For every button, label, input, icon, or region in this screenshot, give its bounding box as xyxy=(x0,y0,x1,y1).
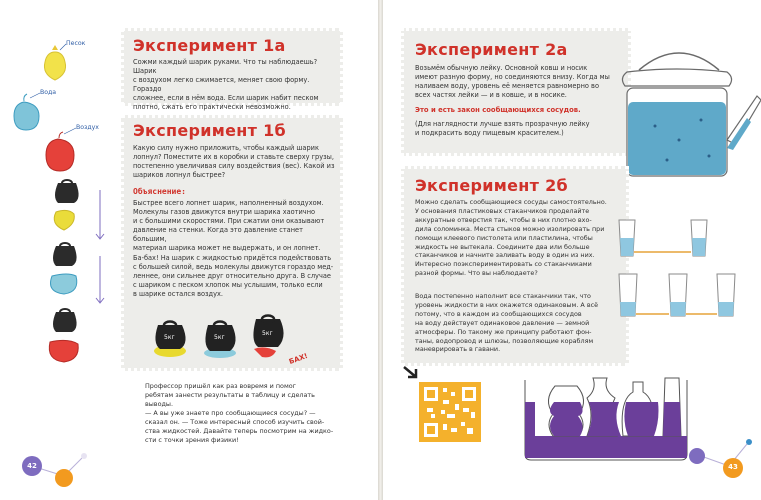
air-balloon-icon xyxy=(46,132,74,171)
sand-label: Песок xyxy=(66,40,86,47)
text-line: с большей силой, ведь молекулы движутся гораздо мед- xyxy=(133,262,334,271)
text-line: и с большими скоростями. При сжатии они оказывают xyxy=(133,217,325,226)
text-line: и подкрасить воду пищевым красителем.) xyxy=(415,129,564,138)
experiment-2a-title: Эксперимент 2а xyxy=(415,40,568,59)
text-line: У основания пластиковых стаканчиков проделайте xyxy=(415,206,590,215)
text-line: атмосферы. По такому же принципу работают фон- xyxy=(415,327,592,336)
text-line: Профессор пришёл как раз вовремя и помог xyxy=(145,382,297,390)
text-line: стаканчиков и начните заливать воду в один из них. xyxy=(415,251,595,260)
water-balloon-icon xyxy=(14,94,39,130)
experiment-1a-title: Эксперимент 1а xyxy=(133,36,286,55)
text-line: выводы. xyxy=(145,400,173,408)
weight-on-water-balloon-icon xyxy=(51,243,77,294)
text-line: имеют разную форму, но соединяются внизу. Когда мы xyxy=(415,73,610,82)
text-line: Можно сделать сообщающиеся сосуды самостоятельно. xyxy=(415,198,607,206)
text-line: с шариком с песком хлопок мы услышим, только если xyxy=(133,280,323,289)
story-text xyxy=(145,382,365,445)
text-line: Быстрее всего лопнет шарик, наполненный воздухом. xyxy=(133,199,324,207)
text-line: шариков лопнул быстрее? xyxy=(133,171,226,180)
weights-illustration xyxy=(148,305,323,370)
experiment-2a-note xyxy=(415,120,625,138)
text-line: наливаем воду, уровень её меняется равномерно во xyxy=(415,82,599,91)
text-line: уровень жидкости в них окажется одинаковым. А всё xyxy=(415,300,599,309)
cups-row-2 xyxy=(619,274,735,316)
water-label: Вода xyxy=(40,89,57,96)
text-line: ства жидкостей. Давайте теперь посмотрим на жидко- xyxy=(145,427,334,435)
vessels-illustration xyxy=(515,372,695,464)
weight-on-sand-balloon-icon xyxy=(54,180,78,230)
text-line: сти с точки зрения физики! xyxy=(145,436,239,444)
air-label: Воздух xyxy=(76,124,99,131)
weight-label: 5кг xyxy=(164,334,175,341)
text-line: (Для наглядности лучше взять прозрачную лейку xyxy=(415,120,590,128)
bang-text: БАХ! xyxy=(287,351,309,367)
text-line: Ба-бах! На шарик с жидкостью придётся подействовать xyxy=(133,253,332,262)
weight-on-air-balloon-icon xyxy=(49,309,78,362)
text-line: Молекулы газов движутся внутри шарика хаотично xyxy=(133,208,316,217)
page-number-right: 43 xyxy=(728,463,738,471)
text-line: в шарике остался воздух. xyxy=(133,289,223,298)
experiment-1b-title: Эксперимент 1б xyxy=(133,121,286,140)
experiment-1b-body xyxy=(133,199,338,299)
watering-can-illustration xyxy=(615,30,761,180)
text-line: жидкость не вытекала. Соедините два или больше xyxy=(415,242,590,251)
text-line: ребятам занести результаты в таблицу и сделать xyxy=(145,391,315,399)
text-line: с воздухом легко сжимается, меняет свою форму. Гораздо xyxy=(133,76,310,94)
right-page xyxy=(383,0,761,500)
weight-label: 5кг xyxy=(262,330,273,337)
text-line: помощи клеевого пистолета или пластилина, чтобы xyxy=(415,233,593,242)
text-line: Возьмём обычную лейку. Основной ковш и носик xyxy=(415,64,588,72)
sand-balloon-icon xyxy=(44,45,65,80)
text-line: давление на стенки. Когда это давление станет большим, xyxy=(133,226,303,244)
experiment-2b-text xyxy=(415,198,625,278)
text-line: аккуратные отверстия так, чтобы в них плотно вхо- xyxy=(415,215,592,224)
law-statement: Это и есть закон сообщающихся сосудов. xyxy=(415,106,581,114)
text-line: Сожми каждый шарик руками. Что ты наблюдаешь? Шарик xyxy=(133,58,318,76)
text-line: Вода постепенно наполнит все стаканчики так, что xyxy=(415,292,591,300)
qr-code-icon xyxy=(419,382,481,442)
weight-label: 5кг xyxy=(214,334,225,341)
page-number-decor xyxy=(673,412,761,500)
text-line: маневрировать в гавани. xyxy=(415,345,501,354)
text-line: на воду действует одинаковое давление — земной xyxy=(415,318,590,327)
text-line: Интересно поэкспериментировать со стаканчиками xyxy=(415,260,592,269)
page-number-decor xyxy=(0,440,110,500)
text-line: лопнул? Поместите их в коробки и ставьте сверху грузы, xyxy=(133,153,334,162)
text-line: материал шарика может не выдержать, и он лопнет. xyxy=(133,244,321,253)
text-line: постепенно увеличивая силу воздействия (вес). Какой из xyxy=(133,162,335,171)
text-line: сказал он. — Тоже интересный способ изучить свой- xyxy=(145,418,325,426)
text-line: — А вы уже знаете про сообщающиеся сосуды? — xyxy=(145,409,316,417)
text-line: всех частях лейки — и в ковше, и в носике. xyxy=(415,91,567,100)
page-number-left: 42 xyxy=(27,462,37,470)
explanation-subtitle: Объяснение: xyxy=(133,187,186,196)
qr-code-arrow-icon xyxy=(401,364,421,382)
text-line: Какую силу нужно приложить, чтобы каждый шарик xyxy=(133,144,319,152)
qr-code[interactable] xyxy=(419,382,481,442)
text-line: дила соломинка. Места стыков можно изолировать при xyxy=(415,224,605,233)
text-line: леннее, они сильнее друг относительно друга. В случае xyxy=(133,271,331,280)
experiment-1b-intro xyxy=(133,144,338,180)
experiment-2b-title: Эксперимент 2б xyxy=(415,176,568,195)
experiment-1a-text xyxy=(133,58,338,113)
text-line: плотно, сжать его практически невозможно. xyxy=(133,103,291,112)
left-page xyxy=(0,0,378,500)
text-line: разной формы. Что вы наблюдаете? xyxy=(415,269,538,278)
text-line: таны, водопровод и шлюзы, позволяющие кораблям xyxy=(415,336,594,345)
balloons-illustration xyxy=(0,0,120,380)
text-line: потому, что в каждом из сообщающихся сосудов xyxy=(415,309,582,318)
text-line: сложнее, если в нём вода. Если шарик набит песком xyxy=(133,94,319,103)
cups-illustration xyxy=(617,210,757,330)
cups-row-1 xyxy=(619,220,707,256)
experiment-2b-conclusion xyxy=(415,292,625,354)
experiment-2a-text xyxy=(415,64,625,100)
